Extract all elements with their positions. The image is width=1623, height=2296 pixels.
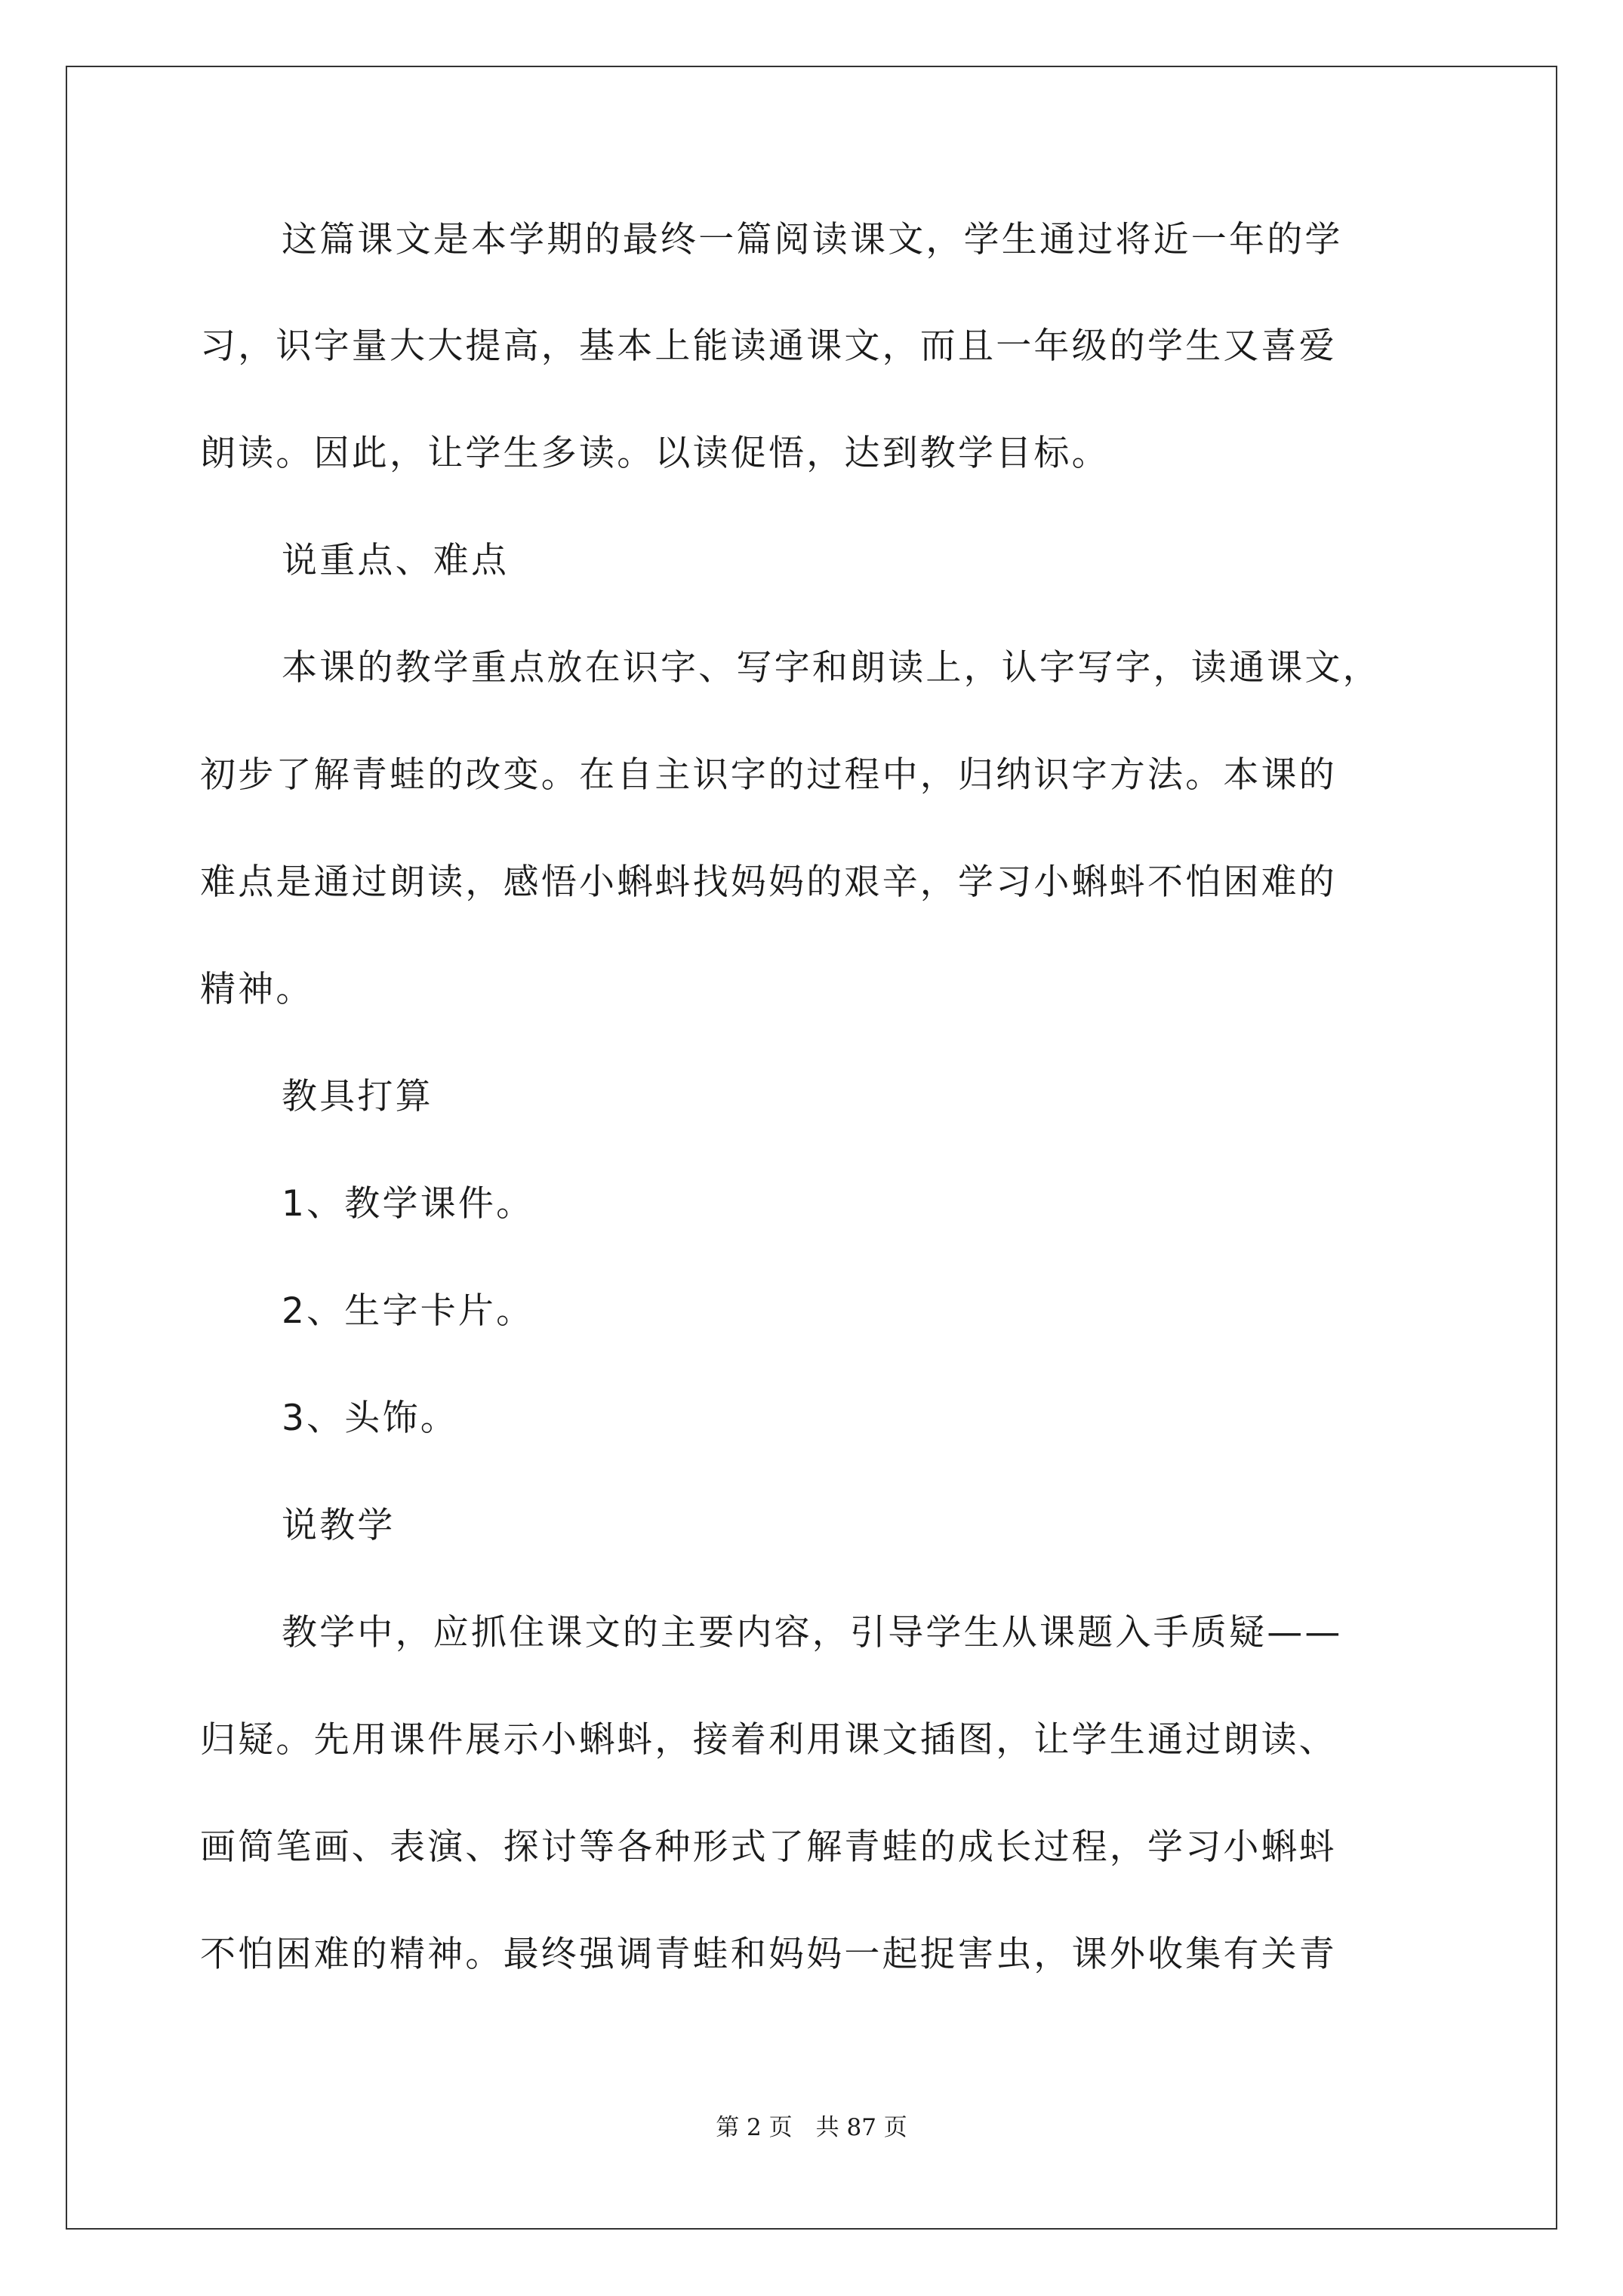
section-heading: 说重点、难点 <box>282 540 510 581</box>
paragraph-line: 精神。 <box>200 969 314 1010</box>
paragraph-line: 教学中，应抓住课文的主要内容，引导学生从课题入手质疑—— <box>282 1612 1343 1653</box>
list-item: 3、头饰。 <box>282 1398 458 1439</box>
list-item: 2、生字卡片。 <box>282 1290 534 1332</box>
paragraph-line: 本课的教学重点放在识字、写字和朗读上，认字写字，读通课文， <box>282 647 1381 689</box>
page-frame <box>66 66 1557 2230</box>
paragraph-line: 画简笔画、表演、探讨等各种形式了解青蛙的成长过程，学习小蝌蚪 <box>200 1826 1337 1868</box>
paragraph-line: 不怕困难的精神。最终强调青蛙和妈妈一起捉害虫，课外收集有关青 <box>200 1934 1337 1975</box>
paragraph-line: 初步了解青蛙的改变。在自主识字的过程中，归纳识字方法。本课的 <box>200 754 1337 796</box>
list-item: 1、教学课件。 <box>282 1183 534 1225</box>
paragraph-line: 归疑。先用课件展示小蝌蚪，接着利用课文插图，让学生通过朗读、 <box>200 1719 1337 1761</box>
page-number: 第 2 页 共 87 页 <box>716 2114 907 2141</box>
paragraph-line: 朗读。因此，让学生多读。以读促悟，达到教学目标。 <box>200 433 1110 474</box>
section-heading: 教具打算 <box>282 1076 433 1117</box>
section-heading: 说教学 <box>282 1505 396 1546</box>
paragraph-line: 习，识字量大大提高，基本上能读通课文，而且一年级的学生又喜爱 <box>200 325 1337 367</box>
paragraph-line: 难点是通过朗读，感悟小蝌蚪找妈妈的艰辛，学习小蝌蚪不怕困难的 <box>200 861 1337 903</box>
paragraph-line: 这篇课文是本学期的最终一篇阅读课文，学生通过将近一年的学 <box>282 219 1343 260</box>
